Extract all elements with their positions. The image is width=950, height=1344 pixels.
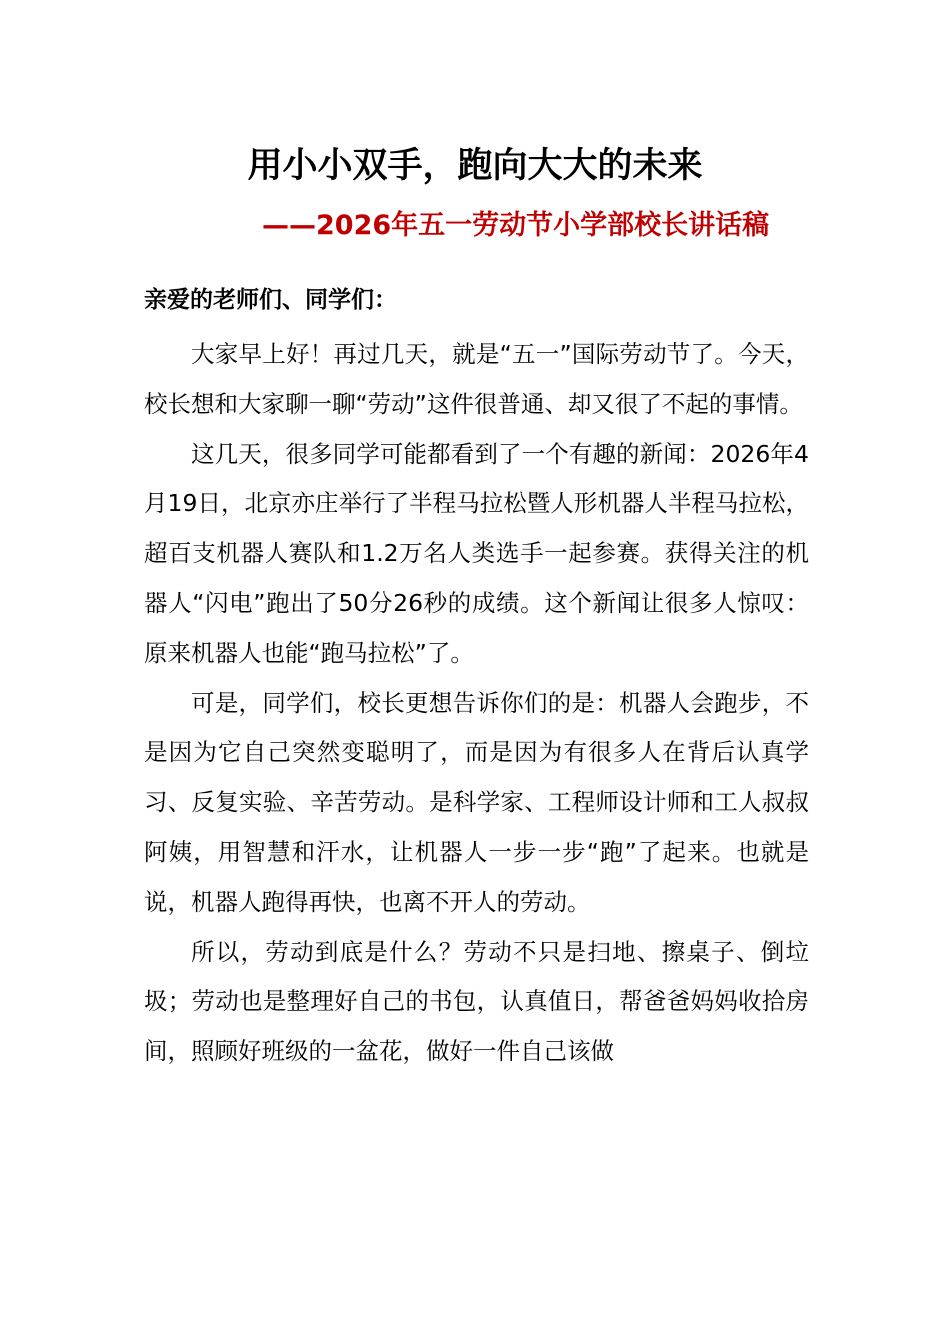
paragraph-greeting: 大家早上好！再过几天，就是“五一”国际劳动节了。今天，校长想和大家聊一聊“劳动”这件很普通、却又很了不起的事情。 (144, 340, 809, 418)
paragraph-robot-marathon: 这几天，很多同学可能都看到了一个有趣的新闻：2026年4月19日，北京亦庄举行了半程马拉松暨人形机器人半程马拉松，超百支机器人赛队和1.2万名人类选手一起参赛。获得关注的机器人“闪电”跑出了50分26秒的成绩。这个新闻让很多人惊叹：原来机器人也能“跑马拉松”了。 (144, 439, 809, 667)
document-title: 用小小双手，跑向大大的未来 (247, 146, 703, 186)
document-subtitle: ——2026年五一劳动节小学部校长讲话稿 (262, 210, 770, 241)
paragraph-what-is-labor: 所以，劳动到底是什么？劳动不只是扫地、擦桌子、倒垃圾；劳动也是整理好自己的书包，认真值日，帮爸爸妈妈收拾房间，照顾好班级的一盆花，做好一件自己该做 (144, 937, 809, 1066)
speech-body (144, 330, 809, 1077)
paragraph-labor-behind-robots: 可是，同学们，校长更想告诉你们的是：机器人会跑步，不是因为它自己突然变聪明了，而是因为有很多人在背后认真学习、反复实验、辛苦劳动。是科学家、工程师设计师和工人叔叔阿姨，用智慧和汗水，让机器人一步一步“跑”了起来。也就是说，机器人跑得再快，也离不开人的劳动。 (144, 688, 809, 916)
salutation: 亲爱的老师们、同学们： (144, 287, 397, 313)
